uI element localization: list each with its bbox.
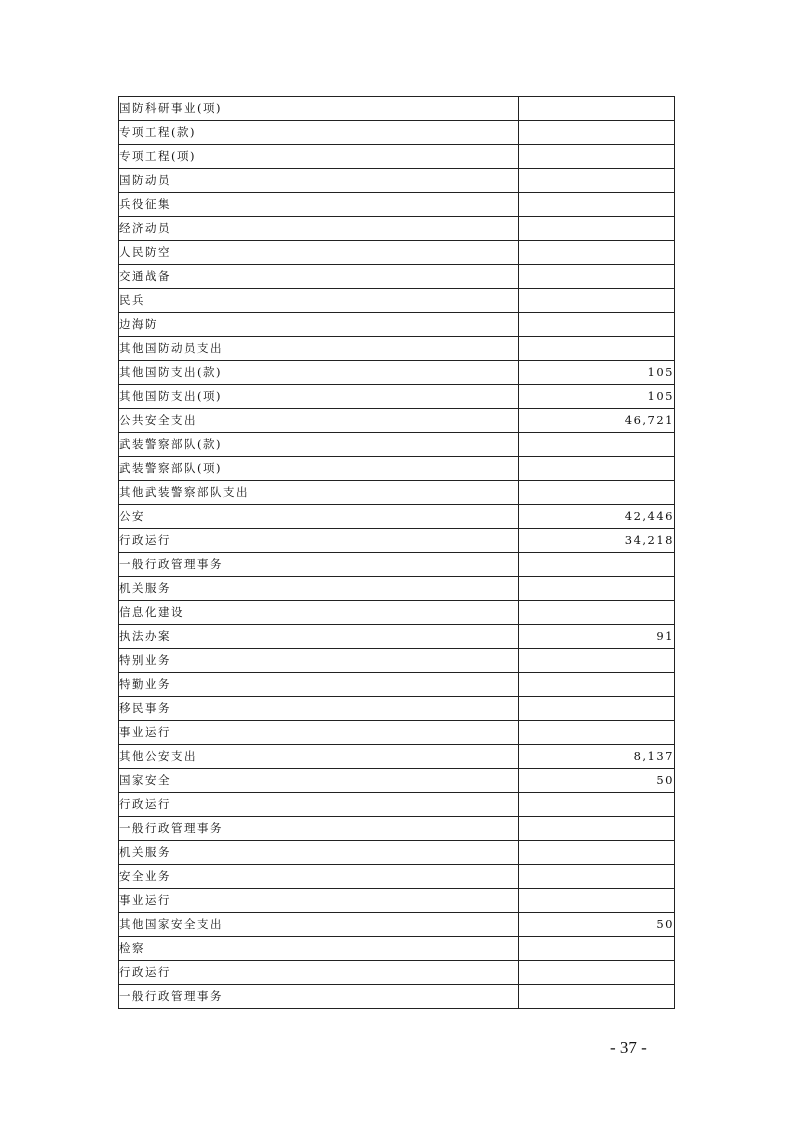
table-row xyxy=(119,793,675,817)
table-row xyxy=(119,193,675,217)
row-item-amount: 105 xyxy=(519,361,675,385)
row-item-amount xyxy=(519,793,675,817)
table-row xyxy=(119,145,675,169)
row-item-name: 其他武装警察部队支出 xyxy=(119,481,519,505)
table-row xyxy=(119,361,675,385)
row-item-name: 武装警察部队(项) xyxy=(119,457,519,481)
row-item-amount xyxy=(519,865,675,889)
row-item-amount xyxy=(519,217,675,241)
table-row xyxy=(119,121,675,145)
row-item-amount xyxy=(519,817,675,841)
table-row xyxy=(119,337,675,361)
table-row xyxy=(119,673,675,697)
table-row xyxy=(119,769,675,793)
row-item-name: 机关服务 xyxy=(119,577,519,601)
row-item-name: 公安 xyxy=(119,505,519,529)
row-item-amount xyxy=(519,889,675,913)
row-item-amount xyxy=(519,169,675,193)
row-item-name: 一般行政管理事务 xyxy=(119,553,519,577)
row-item-name: 兵役征集 xyxy=(119,193,519,217)
row-item-name: 其他国防动员支出 xyxy=(119,337,519,361)
table-row xyxy=(119,289,675,313)
row-item-name: 其他国防支出(项) xyxy=(119,385,519,409)
table-row xyxy=(119,481,675,505)
table-row xyxy=(119,553,675,577)
budget-table xyxy=(118,96,675,1009)
row-item-amount: 50 xyxy=(519,769,675,793)
row-item-amount: 50 xyxy=(519,913,675,937)
row-item-amount xyxy=(519,985,675,1009)
row-item-name: 国防科研事业(项) xyxy=(119,97,519,121)
table-row xyxy=(119,601,675,625)
row-item-amount: 46,721 xyxy=(519,409,675,433)
row-item-name: 专项工程(项) xyxy=(119,145,519,169)
table-row xyxy=(119,865,675,889)
row-item-amount xyxy=(519,937,675,961)
row-item-name: 移民事务 xyxy=(119,697,519,721)
row-item-amount: 34,218 xyxy=(519,529,675,553)
table-row xyxy=(119,505,675,529)
row-item-name: 特别业务 xyxy=(119,649,519,673)
row-item-amount xyxy=(519,481,675,505)
row-item-name: 其他公安支出 xyxy=(119,745,519,769)
table-row xyxy=(119,961,675,985)
table-row xyxy=(119,433,675,457)
row-item-name: 特勤业务 xyxy=(119,673,519,697)
row-item-amount xyxy=(519,697,675,721)
table-row xyxy=(119,817,675,841)
row-item-name: 行政运行 xyxy=(119,961,519,985)
row-item-amount xyxy=(519,553,675,577)
row-item-name: 交通战备 xyxy=(119,265,519,289)
row-item-name: 行政运行 xyxy=(119,793,519,817)
row-item-name: 公共安全支出 xyxy=(119,409,519,433)
row-item-name: 国家安全 xyxy=(119,769,519,793)
row-item-name: 专项工程(款) xyxy=(119,121,519,145)
row-item-amount xyxy=(519,265,675,289)
row-item-amount xyxy=(519,961,675,985)
row-item-amount xyxy=(519,721,675,745)
row-item-name: 事业运行 xyxy=(119,721,519,745)
row-item-name: 边海防 xyxy=(119,313,519,337)
table-row xyxy=(119,721,675,745)
table-row xyxy=(119,313,675,337)
table-row xyxy=(119,457,675,481)
table-row xyxy=(119,577,675,601)
row-item-amount xyxy=(519,193,675,217)
table-row xyxy=(119,937,675,961)
row-item-amount xyxy=(519,457,675,481)
table-row xyxy=(119,169,675,193)
row-item-name: 行政运行 xyxy=(119,529,519,553)
table-row xyxy=(119,649,675,673)
row-item-name: 其他国防支出(款) xyxy=(119,361,519,385)
row-item-name: 一般行政管理事务 xyxy=(119,985,519,1009)
row-item-name: 机关服务 xyxy=(119,841,519,865)
row-item-amount xyxy=(519,97,675,121)
table-row xyxy=(119,913,675,937)
row-item-amount: 91 xyxy=(519,625,675,649)
table-row xyxy=(119,97,675,121)
row-item-name: 一般行政管理事务 xyxy=(119,817,519,841)
row-item-amount xyxy=(519,577,675,601)
page-number: - 37 - xyxy=(610,1038,647,1057)
row-item-amount xyxy=(519,337,675,361)
row-item-name: 检察 xyxy=(119,937,519,961)
table-row xyxy=(119,241,675,265)
table-body xyxy=(119,97,675,1009)
row-item-amount xyxy=(519,241,675,265)
row-item-name: 民兵 xyxy=(119,289,519,313)
row-item-name: 其他国家安全支出 xyxy=(119,913,519,937)
row-item-amount xyxy=(519,601,675,625)
table-row xyxy=(119,409,675,433)
row-item-amount: 8,137 xyxy=(519,745,675,769)
row-item-amount xyxy=(519,145,675,169)
row-item-amount: 105 xyxy=(519,385,675,409)
row-item-name: 经济动员 xyxy=(119,217,519,241)
row-item-name: 武装警察部队(款) xyxy=(119,433,519,457)
row-item-name: 信息化建设 xyxy=(119,601,519,625)
row-item-name: 安全业务 xyxy=(119,865,519,889)
row-item-name: 执法办案 xyxy=(119,625,519,649)
row-item-amount xyxy=(519,841,675,865)
row-item-name: 国防动员 xyxy=(119,169,519,193)
table-row xyxy=(119,985,675,1009)
row-item-amount xyxy=(519,433,675,457)
table-row xyxy=(119,745,675,769)
row-item-amount xyxy=(519,673,675,697)
row-item-amount xyxy=(519,313,675,337)
row-item-amount xyxy=(519,649,675,673)
table-row xyxy=(119,697,675,721)
row-item-amount xyxy=(519,121,675,145)
table-row xyxy=(119,889,675,913)
row-item-amount xyxy=(519,289,675,313)
table-row xyxy=(119,385,675,409)
table-row xyxy=(119,625,675,649)
table-row xyxy=(119,265,675,289)
table-row xyxy=(119,217,675,241)
table-row xyxy=(119,529,675,553)
row-item-name: 事业运行 xyxy=(119,889,519,913)
table-row xyxy=(119,841,675,865)
row-item-amount: 42,446 xyxy=(519,505,675,529)
row-item-name: 人民防空 xyxy=(119,241,519,265)
